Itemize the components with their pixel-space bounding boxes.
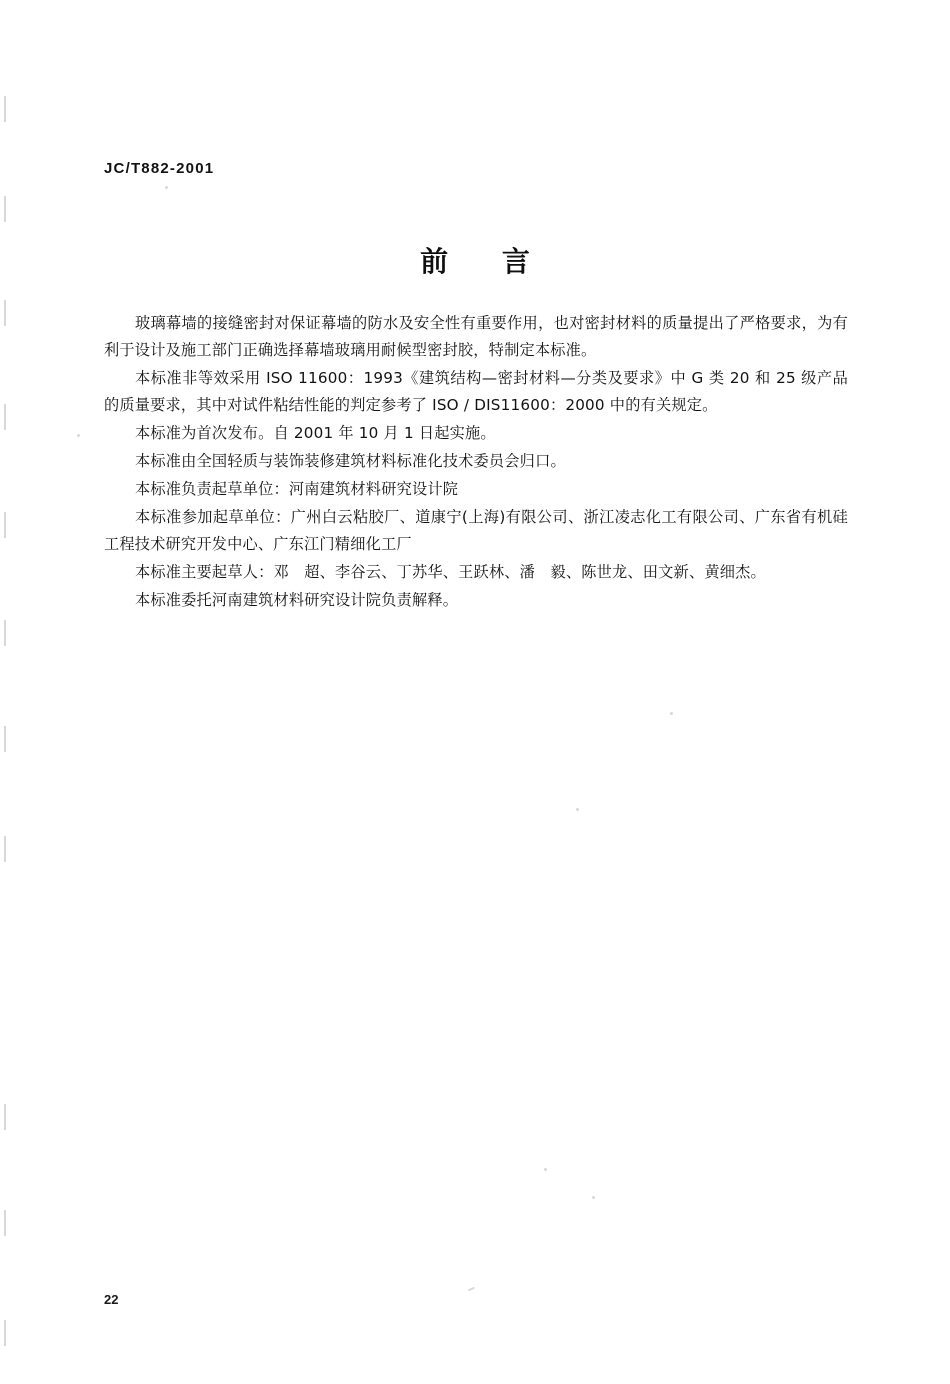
scan-speck (544, 1168, 547, 1171)
page-title: 前 言 (420, 245, 552, 278)
scan-speck (77, 434, 80, 437)
scan-speck (165, 186, 168, 189)
standard-number: JC/T882-2001 (104, 160, 215, 177)
page-number: 22 (104, 1292, 119, 1307)
scan-speck (468, 1287, 475, 1292)
paragraph: 本标准委托河南建筑材料研究设计院负责解释。 (135, 591, 459, 609)
scan-speck (576, 808, 579, 811)
paragraph: 本标准由全国轻质与装饰装修建筑材料标准化技术委员会归口。 (135, 452, 566, 470)
paragraph: 本标准负责起草单位：河南建筑材料研究设计院 (135, 480, 459, 498)
paragraph: 本标准非等效采用 ISO 11600：1993《建筑结构—密封材料—分类及要求》中 G 类 20 和 25 级产品的质量要求，其中对试件粘结性能的判定参考了 ISO / DIS11600：2000 中的有关规定。 (104, 369, 848, 414)
scan-speck (670, 712, 673, 715)
scan-edge-marks (0, 0, 14, 1384)
paragraph: 本标准参加起草单位：广州白云粘胶厂、道康宁(上海)有限公司、浙江凌志化工有限公司、广东省有机硅工程技术研究开发中心、广东江门精细化工厂 (104, 508, 848, 553)
paragraph: 玻璃幕墙的接缝密封对保证幕墙的防水及安全性有重要作用，也对密封材料的质量提出了严格要求，为有利于设计及施工部门正确选择幕墙玻璃用耐候型密封胶，特制定本标准。 (104, 314, 848, 359)
scan-speck (592, 1196, 595, 1199)
paragraph: 本标准主要起草人：邓 超、李谷云、丁苏华、王跃林、潘 毅、陈世龙、田文新、黄细杰。 (135, 563, 766, 581)
foreword-body (104, 310, 848, 615)
paragraph: 本标准为首次发布。自 2001 年 10 月 1 日起实施。 (135, 424, 496, 442)
